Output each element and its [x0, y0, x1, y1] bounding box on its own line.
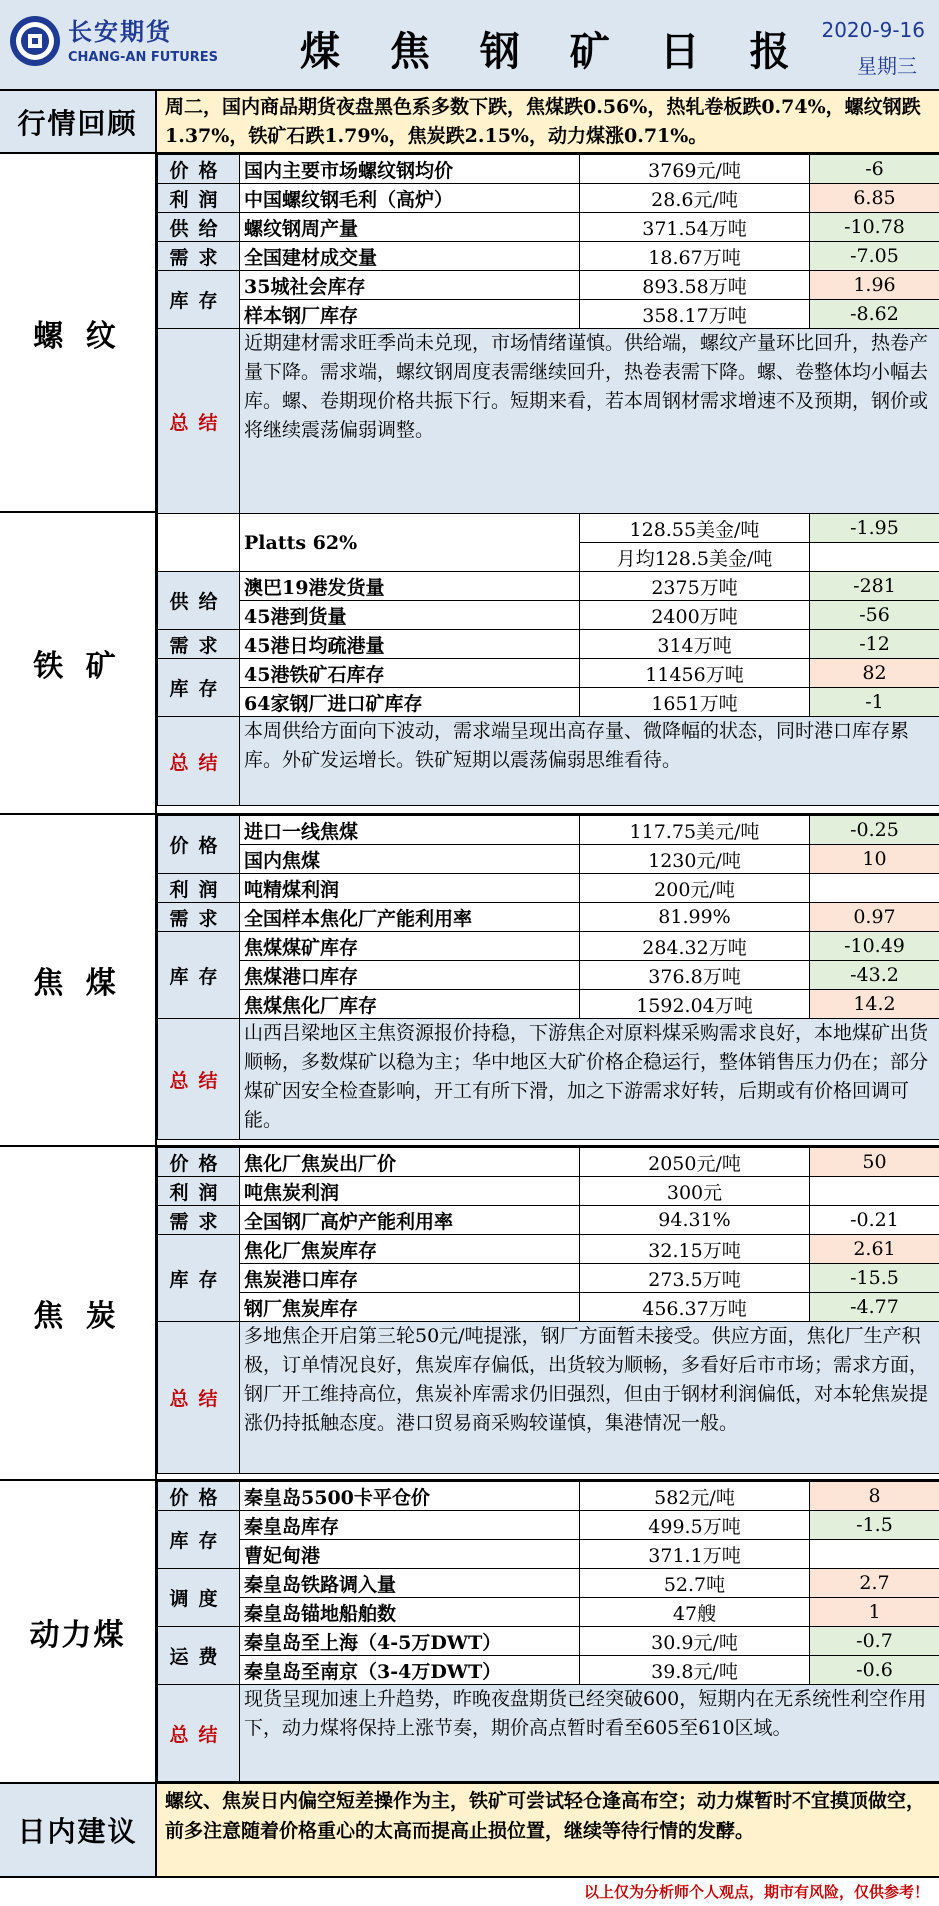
row-value: 1592.04万吨 [580, 990, 810, 1019]
row-change: -1 [810, 688, 939, 717]
table-row [158, 213, 939, 242]
row-change: -0.6 [810, 1656, 939, 1685]
row-value: 582元/吨 [580, 1482, 810, 1511]
table-row [158, 155, 939, 184]
row-name: 进口一线焦煤 [240, 816, 580, 845]
row-change: -0.7 [810, 1627, 939, 1656]
row-name: Platts 62% [240, 514, 580, 572]
row-change: -4.77 [810, 1293, 939, 1322]
summary-label: 总结 [158, 329, 240, 514]
table-row [158, 184, 939, 213]
row-name: 国内焦煤 [240, 845, 580, 874]
row-value: 117.75美元/吨 [580, 816, 810, 845]
row-category: 库存 [158, 271, 240, 329]
row-change [810, 1177, 939, 1206]
row-value: 2375万吨 [580, 572, 810, 601]
row-change: -1.95 [810, 514, 939, 543]
row-value: 47艘 [580, 1598, 810, 1627]
thermal-coal-section [0, 1481, 939, 1784]
table-row [158, 1656, 939, 1685]
market-review-section [0, 91, 939, 154]
row-change: -0.21 [810, 1206, 939, 1235]
row-value: 1651万吨 [580, 688, 810, 717]
row-name: 秦皇岛库存 [240, 1511, 580, 1540]
summary-label: 总结 [158, 1685, 240, 1782]
row-value: 456.37万吨 [580, 1293, 810, 1322]
row-category: 调度 [158, 1569, 240, 1627]
coke-label: 焦 炭 [0, 1147, 157, 1479]
summary-row [158, 1322, 939, 1474]
coking-coal-summary: 山西吕梁地区主焦资源报价持稳，下游焦企对原料煤采购需求良好，本地煤矿出货顺畅，多数煤矿以稳为主；华中地区大矿价格企稳运行，整体销售压力仍在；部分煤矿因安全检查影响，开工有所下滑，加之下游需求好转，后期或有价格回调可能。 [240, 1019, 939, 1140]
row-category: 库存 [158, 932, 240, 1019]
row-change: -12 [810, 630, 939, 659]
row-value: 3769元/吨 [580, 155, 810, 184]
row-category: 需求 [158, 903, 240, 932]
row-change: -10.78 [810, 213, 939, 242]
table-row [158, 1598, 939, 1627]
row-value: 1230元/吨 [580, 845, 810, 874]
rebar-label: 螺 纹 [0, 154, 157, 511]
table-row [158, 514, 939, 543]
summary-row [158, 329, 939, 514]
brand-name-cn: 长安期货 [68, 18, 172, 46]
row-value: 18.67万吨 [580, 242, 810, 271]
row-name: 焦化厂焦炭出厂价 [240, 1148, 580, 1177]
table-row [158, 961, 939, 990]
table-row [158, 1569, 939, 1598]
report-date: 2020-9-16 [821, 18, 925, 42]
coking-coal-label: 焦 煤 [0, 815, 157, 1145]
market-review-label: 行情回顾 [0, 91, 157, 152]
coking-coal-section [0, 815, 939, 1147]
report-weekday: 星期三 [857, 54, 917, 78]
row-category: 需求 [158, 1206, 240, 1235]
table-row [158, 1235, 939, 1264]
table-row [158, 845, 939, 874]
row-change: 8 [810, 1482, 939, 1511]
row-name: 焦煤港口库存 [240, 961, 580, 990]
row-category: 运费 [158, 1627, 240, 1685]
table-row [158, 688, 939, 717]
table-row [158, 903, 939, 932]
row-name: 焦煤焦化厂库存 [240, 990, 580, 1019]
row-change: -56 [810, 601, 939, 630]
row-name: 64家钢厂进口矿库存 [240, 688, 580, 717]
row-value: 284.32万吨 [580, 932, 810, 961]
row-change: 10 [810, 845, 939, 874]
rebar-summary: 近期建材需求旺季尚未兑现，市场情绪谨慎。供给端，螺纹产量环比回升，热卷产量下降。需求端，螺纹钢周度表需继续回升，热卷表需下降。螺、卷整体均小幅去库。螺、卷期现价格共振下行。短期来看，若本周钢材需求增速不及预期，钢价或将继续震荡偏弱调整。 [240, 329, 939, 514]
summary-row [158, 1019, 939, 1140]
thermal-coal-table [157, 1481, 939, 1782]
row-category: 价格 [158, 816, 240, 874]
row-value: 32.15万吨 [580, 1235, 810, 1264]
table-row [158, 816, 939, 845]
row-value: 371.54万吨 [580, 213, 810, 242]
row-name: 澳巴19港发货量 [240, 572, 580, 601]
market-review-text: 周二，国内商品期货夜盘黑色系多数下跌，焦煤跌0.56%，热轧卷板跌0.74%，螺纹钢跌1.37%，铁矿石跌1.79%，焦炭跌2.15%，动力煤涨0.71%。 [157, 91, 939, 152]
row-value: 499.5万吨 [580, 1511, 810, 1540]
iron-ore-label: 铁 矿 [0, 513, 157, 813]
row-name: 35城社会库存 [240, 271, 580, 300]
row-category: 利润 [158, 874, 240, 903]
row-value: 273.5万吨 [580, 1264, 810, 1293]
intraday-advice-text: 螺纹、焦炭日内偏空短差操作为主，铁矿可尝试轻仓逢高布空；动力煤暂时不宜摸顶做空，前多注意随着价格重心的太高而提高止损位置，继续等待行情的发酵。 [157, 1784, 939, 1876]
coke-section [0, 1147, 939, 1481]
row-value: 2400万吨 [580, 601, 810, 630]
row-name: 秦皇岛铁路调入量 [240, 1569, 580, 1598]
company-logo-icon [8, 14, 62, 68]
row-name: 曹妃甸港 [240, 1540, 580, 1569]
table-row [158, 1511, 939, 1540]
brand-name-en: CHANG-AN FUTURES [68, 50, 219, 65]
table-row [158, 1482, 939, 1511]
report-title: 煤 焦 钢 矿 日 报 [300, 29, 808, 75]
row-name: 秦皇岛5500卡平仓价 [240, 1482, 580, 1511]
table-row [158, 659, 939, 688]
row-change: -8.62 [810, 300, 939, 329]
row-change: 82 [810, 659, 939, 688]
row-category: 供给 [158, 572, 240, 630]
table-row [158, 271, 939, 300]
row-name: 焦炭港口库存 [240, 1264, 580, 1293]
row-category: 价格 [158, 1148, 240, 1177]
row-change [810, 874, 939, 903]
thermal-coal-label: 动力煤 [0, 1481, 157, 1782]
table-row [158, 1177, 939, 1206]
table-row [158, 300, 939, 329]
row-value: 376.8万吨 [580, 961, 810, 990]
row-category: 利润 [158, 184, 240, 213]
row-value: 11456万吨 [580, 659, 810, 688]
row-value: 200元/吨 [580, 874, 810, 903]
row-name: 45港日均疏港量 [240, 630, 580, 659]
row-value: 371.1万吨 [580, 1540, 810, 1569]
summary-row [158, 717, 939, 806]
row-change: 2.7 [810, 1569, 939, 1598]
row-change: 6.85 [810, 184, 939, 213]
table-row [158, 1264, 939, 1293]
row-name: 45港铁矿石库存 [240, 659, 580, 688]
row-name: 样本钢厂库存 [240, 300, 580, 329]
row-value: 94.31% [580, 1206, 810, 1235]
row-value: 30.9元/吨 [580, 1627, 810, 1656]
table-row [158, 874, 939, 903]
table-row [158, 932, 939, 961]
row-change: 0.97 [810, 903, 939, 932]
row-name: 45港到货量 [240, 601, 580, 630]
intraday-advice-label: 日内建议 [0, 1784, 157, 1876]
table-row [158, 990, 939, 1019]
row-name: 螺纹钢周产量 [240, 213, 580, 242]
row-change: 1.96 [810, 271, 939, 300]
row-category: 利润 [158, 1177, 240, 1206]
row-name: 全国样本焦化厂产能利用率 [240, 903, 580, 932]
report-header [0, 0, 939, 91]
row-value: 81.99% [580, 903, 810, 932]
row-name: 焦煤煤矿库存 [240, 932, 580, 961]
table-row [158, 572, 939, 601]
rebar-table [157, 154, 939, 514]
table-row [158, 1206, 939, 1235]
row-change: 14.2 [810, 990, 939, 1019]
row-value: 128.55美金/吨 [580, 514, 810, 543]
row-category: 供给 [158, 213, 240, 242]
table-row [158, 630, 939, 659]
row-category: 库存 [158, 1511, 240, 1569]
row-value: 月均128.5美金/吨 [580, 543, 810, 572]
disclaimer: 以上仅为分析师个人观点，期市有风险，仅供参考！ [583, 1883, 929, 1901]
row-category: 价格 [158, 1482, 240, 1511]
row-value: 28.6元/吨 [580, 184, 810, 213]
iron-ore-summary: 本周供给方面向下波动，需求端呈现出高存量、微降幅的状态，同时港口库存累库。外矿发运增长。铁矿短期以震荡偏弱思维看待。 [240, 717, 939, 806]
thermal-coal-summary: 现货呈现加速上升趋势，昨晚夜盘期货已经突破600，短期内在无系统性利空作用下，动力煤将保持上涨节奏，期价高点暂时看至605至610区域。 [240, 1685, 939, 1782]
row-category: 价格 [158, 155, 240, 184]
row-category: 需求 [158, 242, 240, 271]
row-value: 39.8元/吨 [580, 1656, 810, 1685]
table-row [158, 1148, 939, 1177]
row-name: 焦化厂焦炭库存 [240, 1235, 580, 1264]
row-change [810, 1540, 939, 1569]
row-value: 2050元/吨 [580, 1148, 810, 1177]
row-change: 1 [810, 1598, 939, 1627]
coke-summary: 多地焦企开启第三轮50元/吨提涨，钢厂方面暂未接受。供应方面，焦化厂生产积极，订单情况良好，焦炭库存偏低，出货较为顺畅，多看好后市市场；需求方面，钢厂开工维持高位，焦炭补库需求仍旧强烈，但由于钢材利润偏低，对本轮焦炭提涨仍持抵触态度。港口贸易商采购较谨慎，集港情况一般。 [240, 1322, 939, 1474]
summary-label: 总结 [158, 717, 240, 806]
row-change: -15.5 [810, 1264, 939, 1293]
row-value: 300元 [580, 1177, 810, 1206]
row-name: 中国螺纹钢毛利（高炉） [240, 184, 580, 213]
row-category: 库存 [158, 1235, 240, 1322]
row-change: -7.05 [810, 242, 939, 271]
table-row [158, 601, 939, 630]
row-change: -0.25 [810, 816, 939, 845]
intraday-advice-section [0, 1784, 939, 1878]
coke-table [157, 1147, 939, 1474]
coking-coal-table [157, 815, 939, 1140]
row-name: 钢厂焦炭库存 [240, 1293, 580, 1322]
row-change: -6 [810, 155, 939, 184]
summary-label: 总结 [158, 1322, 240, 1474]
row-name: 秦皇岛至南京（3-4万DWT） [240, 1656, 580, 1685]
row-name: 秦皇岛锚地船舶数 [240, 1598, 580, 1627]
table-row [158, 242, 939, 271]
row-value: 314万吨 [580, 630, 810, 659]
row-category-empty [158, 514, 240, 572]
row-name: 秦皇岛至上海（4-5万DWT） [240, 1627, 580, 1656]
rebar-section [0, 154, 939, 513]
row-name: 吨精煤利润 [240, 874, 580, 903]
row-category: 库存 [158, 659, 240, 717]
row-name: 国内主要市场螺纹钢均价 [240, 155, 580, 184]
table-row [158, 1540, 939, 1569]
row-change: -281 [810, 572, 939, 601]
iron-ore-section [0, 513, 939, 815]
table-row [158, 1293, 939, 1322]
row-value: 893.58万吨 [580, 271, 810, 300]
row-name: 全国建材成交量 [240, 242, 580, 271]
row-change [810, 543, 939, 572]
row-category: 需求 [158, 630, 240, 659]
row-value: 52.7吨 [580, 1569, 810, 1598]
iron-ore-table [157, 513, 939, 806]
row-value: 358.17万吨 [580, 300, 810, 329]
row-name: 全国钢厂高炉产能利用率 [240, 1206, 580, 1235]
row-name: 吨焦炭利润 [240, 1177, 580, 1206]
table-row [158, 1627, 939, 1656]
row-change: -43.2 [810, 961, 939, 990]
summary-label: 总结 [158, 1019, 240, 1140]
row-change: 2.61 [810, 1235, 939, 1264]
row-change: -10.49 [810, 932, 939, 961]
summary-row [158, 1685, 939, 1782]
row-change: -1.5 [810, 1511, 939, 1540]
row-change: 50 [810, 1148, 939, 1177]
